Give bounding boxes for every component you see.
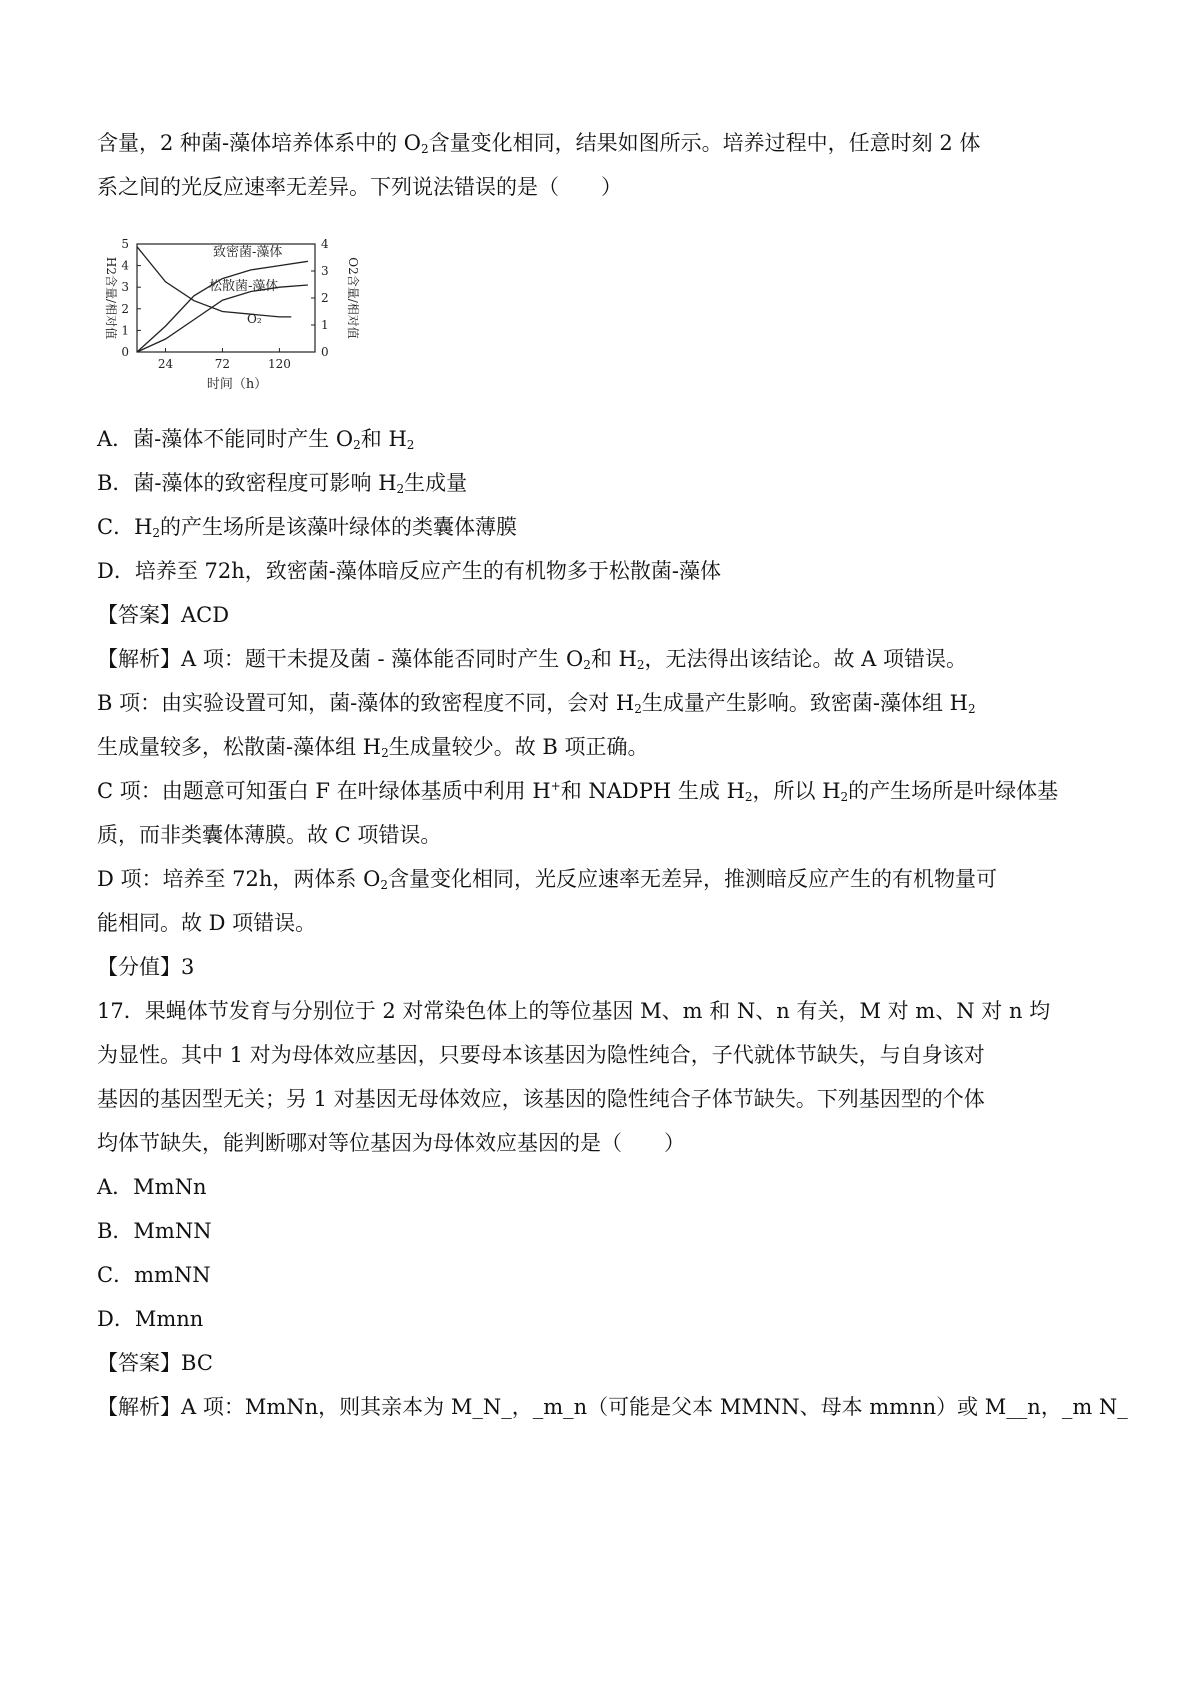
q17-option-c: C．mmNN [97,1263,211,1287]
legend-dense: 致密菌-藻体 [213,245,283,260]
q17-option-b: B．MmNN [97,1219,212,1243]
y-left-tick-label: 1 [121,323,129,338]
legend-o2: O₂ [247,312,262,326]
q16-score: 【分值】3 [97,955,195,979]
q16-explanation-b-2: 生成量较多，松散菌-藻体组 $H_2$生成量较少。故 B 项正确。 [97,735,649,760]
y-left-tick-label: 0 [121,345,129,359]
q17-stem-1: 17．果蝇体节发育与分别位于 2 对常染色体上的等位基因 M、m 和 N、n 有关，M 对 m、N 对 n 均 [97,999,1051,1023]
q16-option-c: C．$H_2$的产生场所是该藻叶绿体的类囊体薄膜 [97,515,518,540]
intro-line-2: 系之间的光反应速率无差异。下列说法错误的是（ ） [97,175,622,199]
q16-explanation-d-1: D 项：培养至 72h，两体系 $O_2$含量变化相同，光反应速率无差异，推测暗反应产生的有机物量可 [97,867,997,892]
y-right-tick-label: 0 [321,345,329,359]
y-right-tick-label: 3 [321,264,329,278]
q17-answer: 【答案】BC [97,1351,213,1375]
q16-option-d: D．培养至 72h，致密菌-藻体暗反应产生的有机物多于松散菌-藻体 [97,559,721,583]
y-left-tick-label: 3 [121,280,129,295]
x-tick-label: 24 [157,357,174,371]
q16-explanation-c-1: C 项：由题意可知蛋白 F 在叶绿体基质中利用 H+和 NADPH 生成 $H_2$，所以 $H_2$的产生场所是叶绿体基 [97,779,1059,804]
series-line-loose [137,285,308,352]
q16-answer: 【答案】ACD [97,603,230,627]
q17-stem-4: 均体节缺失，能判断哪对等位基因为母体效应基因的是（ ） [97,1131,685,1155]
y-left-tick-label: 2 [121,301,129,316]
plot-area-frame [137,244,315,352]
q17-stem-2: 为显性。其中 1 对为母体效应基因，只要母本该基因为隐性纯合，子代就体节缺失，与自身该对 [97,1043,985,1067]
q16-option-b: B．菌-藻体的致密程度可影响 $H_2$生成量 [97,471,468,496]
q16-option-a: A．菌-藻体不能同时产生 $O_2$和 $H_2$ [97,427,415,452]
q17-stem-3: 基因的基因型无关；另 1 对基因无母体效应，该基因的隐性纯合子体节缺失。下列基因型的个体 [97,1087,985,1111]
q16-explanation-a: 【解析】A 项：题干未提及菌 - 藻体能否同时产生 $O_2$和 $H_2$，无法得出该结论。故 A 项错误。 [97,647,967,672]
y-right-tick-label: 1 [321,318,329,332]
x-tick-label: 72 [214,357,231,371]
legend-loose: 松散菌-藻体 [209,279,279,294]
y-left-tick-label: 4 [121,258,129,273]
chart-svg [97,232,387,432]
y-left-tick-label: 5 [121,237,129,251]
series-line-dense [137,261,308,352]
q17-option-d: D．Mmnn [97,1307,204,1331]
q16-explanation-d-2: 能相同。故 D 项错误。 [97,911,317,935]
q16-explanation-b-1: B 项：由实验设置可知，菌-藻体的致密程度不同，会对 $H_2$生成量产生影响。致密菌-藻体组 $H_2$ [97,691,976,716]
x-tick-label: 120 [267,357,291,371]
y-right-tick-label: 2 [321,291,329,305]
q17-explanation-a: 【解析】A 项：MmNn，则其亲本为 M_N_，_m_n（可能是父本 MMNN、母本 mmnn）或 M__n，_m N_ [97,1395,1128,1419]
y-right-tick-label: 4 [321,237,329,251]
y-right-axis-label: O2含量/相对值 [346,257,360,339]
h2-o2-chart [97,232,387,432]
q16-explanation-c-2: 质，而非类囊体薄膜。故 C 项错误。 [97,823,442,847]
intro-line-1: 含量，2 种菌-藻体培养体系中的 $O_2$含量变化相同，结果如图所示。培养过程中，任意时刻 2 体 [97,131,981,156]
x-axis-label: 时间（h） [206,377,268,392]
y-left-axis-label: H2含量/相对值 [104,256,118,340]
q17-option-a: A．MmNn [97,1175,207,1199]
